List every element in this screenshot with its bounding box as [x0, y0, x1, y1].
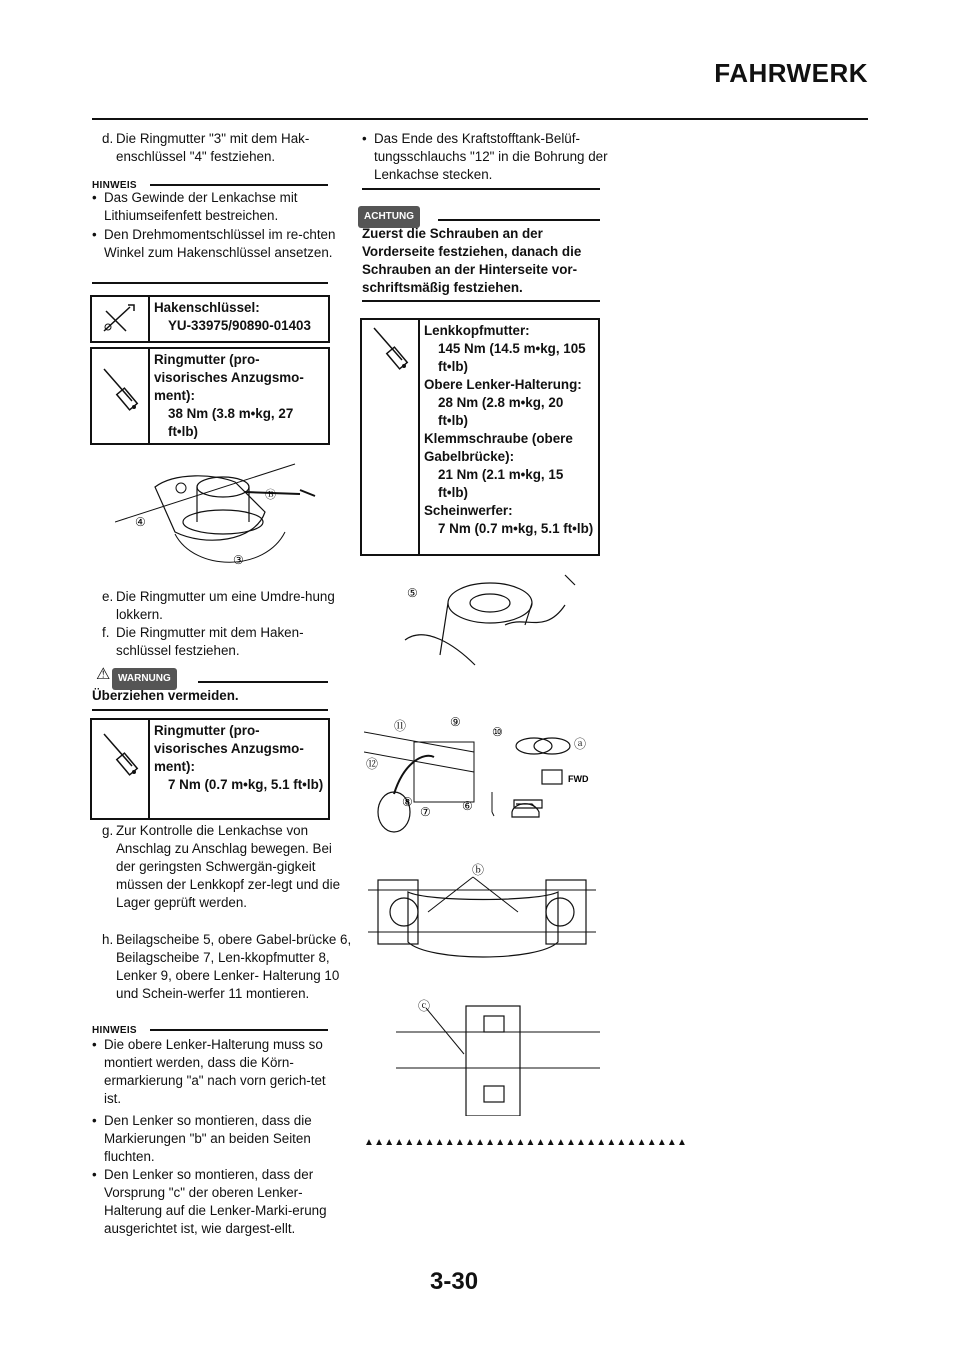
spec-title: Scheinwerfer: — [424, 503, 513, 518]
callout-b: Ⓑ — [265, 489, 276, 501]
figure-handlebar-assembly — [364, 712, 600, 842]
callout-8: ⑧ — [402, 795, 413, 809]
callout-3: ③ — [233, 553, 244, 567]
figure-washer-install — [395, 565, 595, 695]
torque-wrench-icon — [92, 720, 150, 818]
note-bullet: • Den Lenker so montieren, dass die Markierungen "b" an beiden Seiten fluchten. — [92, 1112, 340, 1166]
section-end-marks: ▲▲▲▲▲▲▲▲▲▲▲▲▲▲▲▲▲▲▲▲▲▲▲▲▲▲▲▲▲▲▲▲ — [364, 1137, 688, 1148]
spec-value: 7 Nm (0.7 m•kg, 5.1 ft•lb) — [168, 777, 324, 792]
spec-title: Ringmutter (pro-visorisches Anzugsmo-ment): — [154, 352, 304, 403]
note-rule — [150, 1029, 328, 1031]
note-bullet: • Die obere Lenker-Halterung muss so montiert werden, dass die Körn-ermarkierung "a" nach vorn gerich-tet ist. — [92, 1036, 340, 1108]
figure-steering-ring-nut — [115, 452, 335, 582]
step-h: h. Beilagscheibe 5, obere Gabel-brücke 6, Beilagscheibe 7, Len-kkopfmutter 8, Lenker 9, obere Lenker- Halterung 10 und Schein-werfer 11 montieren. — [102, 932, 352, 1001]
figure-handlebar-marks — [368, 862, 596, 974]
callout-9: ⑨ — [450, 715, 461, 729]
note-end-rule — [92, 282, 328, 284]
warning-end-rule — [92, 709, 328, 711]
spanner-tool-icon — [92, 297, 150, 341]
spec-value: 7 Nm (0.7 m•kg, 5.1 ft•lb) — [438, 521, 594, 536]
spec-value: 21 Nm (2.1 m•kg, 15 ft•lb) — [438, 467, 564, 500]
note-heading: HINWEIS — [92, 180, 137, 191]
callout-b: ⓑ — [472, 863, 485, 877]
note-bullet: • Das Gewinde der Lenkachse mit Lithiumseifenfett bestreichen. — [92, 189, 340, 225]
callout-6: ⑥ — [462, 799, 473, 813]
step-letter: d. — [102, 131, 114, 146]
caution-text: Zuerst die Schrauben an der Vorderseite festziehen, danach die Schrauben an der Hinterseite vor-schriftsmäßig festziehen. — [362, 226, 582, 295]
step-e: e. Die Ringmutter um eine Umdre-hung lokkern. — [102, 589, 335, 622]
warning-rule — [198, 681, 328, 683]
warning-badge: WARNUNG — [112, 668, 177, 690]
page-number: 3-30 — [430, 1268, 479, 1295]
note-heading: HINWEIS — [92, 1025, 137, 1036]
step-text: Die Ringmutter "3" mit dem Hak-enschlüssel "4" festziehen. — [116, 131, 310, 164]
warning-text: Überziehen vermeiden. — [92, 688, 239, 703]
spec-value: 38 Nm (3.8 m•kg, 27 ft•lb) — [168, 406, 294, 439]
step-d — [92, 130, 352, 166]
callout-10: ⑩ — [492, 725, 503, 739]
step-g: g. Zur Kontrolle die Lenkachse von Anschlag zu Anschlag bewegen. Bei der geringsten Schwergän-gigkeit müssen der Lenkkopf zer-legt und die Lager geprüft werden. — [102, 823, 341, 910]
callout-11: ⑪ — [394, 719, 407, 733]
header-rule — [92, 118, 868, 120]
figure-clamp-projection — [396, 996, 600, 1116]
fwd-label: FWD — [568, 774, 589, 784]
right-bullet: • Das Ende des Kraftstofftank-Belüf-tungsschlauchs "12" in die Bohrung der Lenkachse stecken. — [362, 130, 612, 184]
spec-box-torque — [90, 347, 330, 445]
callout-c: ⓒ — [418, 999, 431, 1013]
spec-title: Obere Lenker-Halterung: — [424, 377, 582, 392]
note-bullet: • Den Drehmomentschlüssel im re-chten Winkel zum Hakenschlüssel ansetzen. — [92, 226, 340, 262]
note-rule — [150, 184, 328, 186]
caution-end-rule — [362, 300, 600, 302]
spec-title: Hakenschlüssel: — [154, 300, 260, 315]
caution-badge: ACHTUNG — [358, 206, 420, 228]
callout-4: ④ — [135, 515, 146, 529]
step-f: f. Die Ringmutter mit dem Haken-schlüssel festziehen. — [102, 625, 304, 658]
spec-box-special-tool — [90, 295, 330, 343]
spec-title: Ringmutter (pro-visorisches Anzugsmo-ment): — [154, 723, 304, 774]
spec-box-torque-multi — [360, 318, 600, 556]
spec-value: YU-33975/90890-01403 — [168, 318, 311, 333]
bullet-end-rule — [362, 188, 600, 190]
spec-title: Klemmschraube (obere Gabelbrücke): — [424, 431, 573, 464]
caution-rule — [438, 219, 600, 221]
warning-triangle-icon: ⚠ — [96, 666, 111, 683]
spec-value: 28 Nm (2.8 m•kg, 20 ft•lb) — [438, 395, 564, 428]
spec-box-torque — [90, 718, 330, 820]
callout-5: ⑤ — [407, 586, 418, 600]
callout-a: ⓐ — [574, 737, 587, 751]
spec-value: 145 Nm (14.5 m•kg, 105 ft•lb) — [438, 341, 586, 374]
torque-wrench-icon — [362, 320, 420, 554]
callout-7: ⑦ — [420, 805, 431, 819]
note-bullet: • Den Lenker so montieren, dass der Vorsprung "c" der oberen Lenker-Halterung auf die Lenker-Marki-erung ausgerichtet ist, wie dargest-ellt. — [92, 1166, 340, 1238]
page-section-title: FAHRWERK — [714, 58, 868, 88]
spec-title: Lenkkopfmutter: — [424, 323, 530, 338]
callout-12: ⑫ — [366, 757, 379, 771]
torque-wrench-icon — [92, 349, 150, 443]
